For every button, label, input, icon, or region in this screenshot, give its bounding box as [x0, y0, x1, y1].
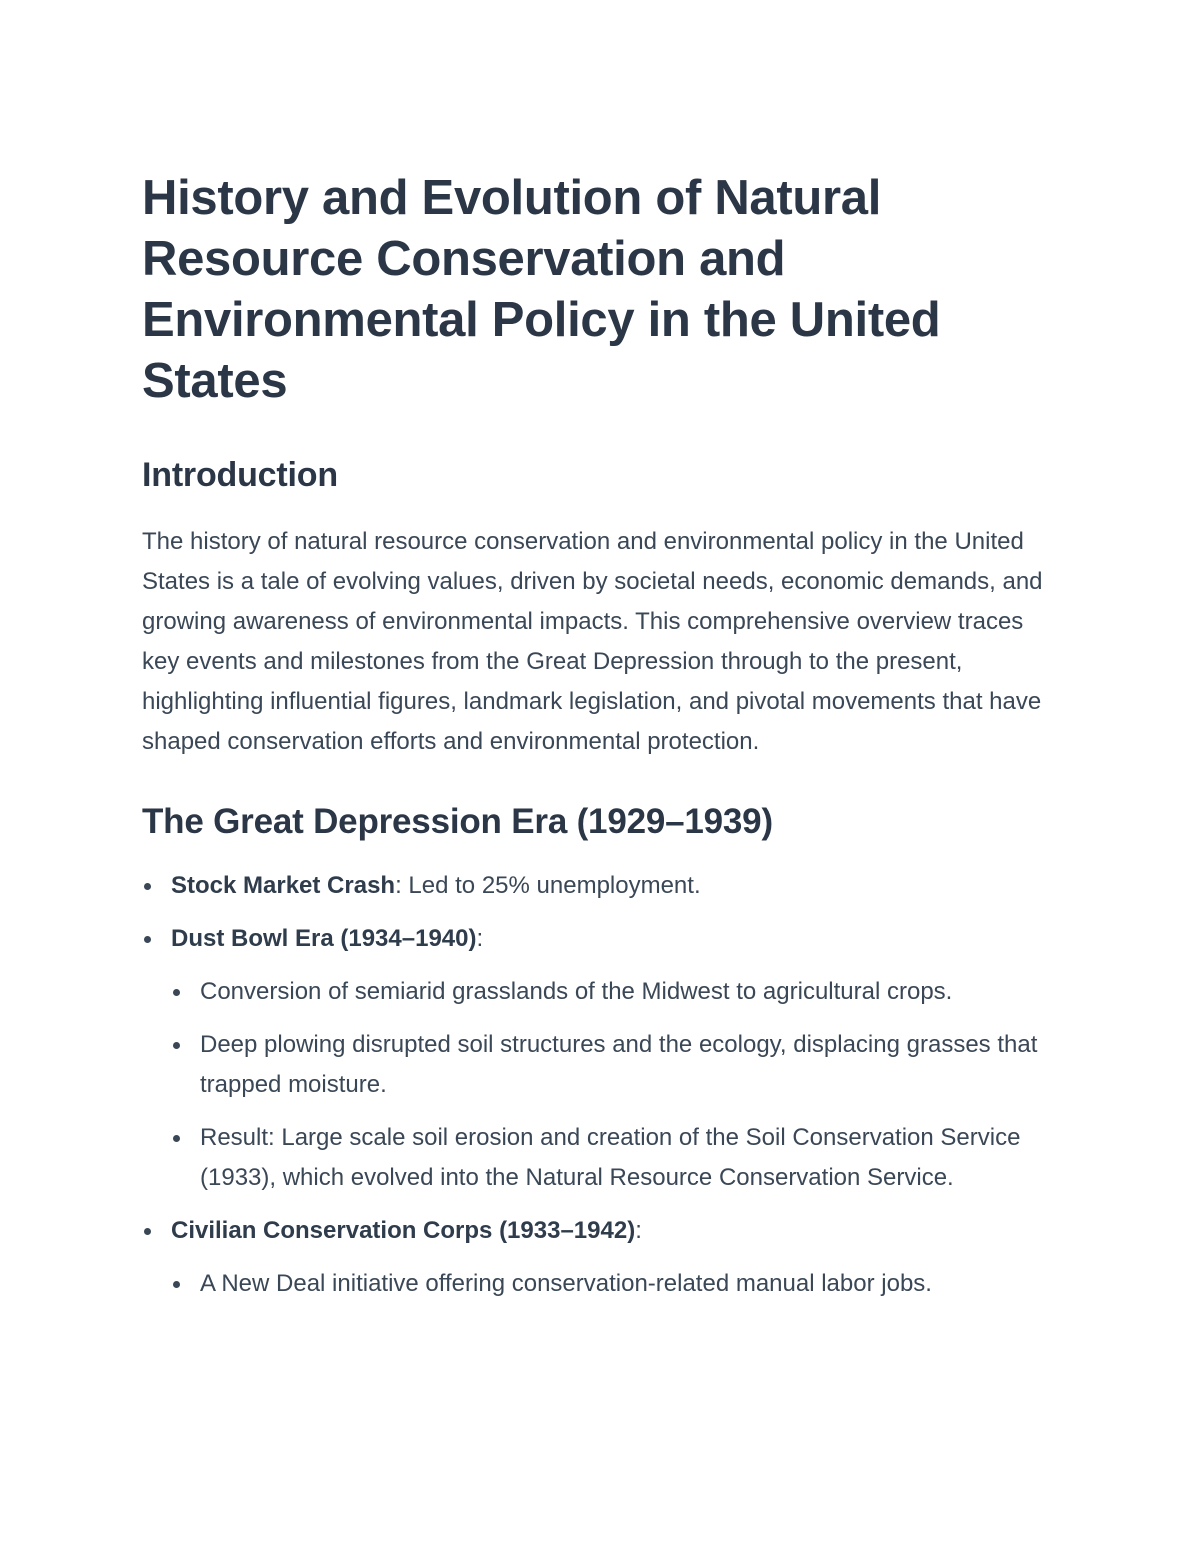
list-item: [142, 919, 1062, 1198]
document-page: [142, 168, 1062, 1317]
list-item-text: : Led to 25% unemployment.: [395, 872, 701, 899]
list-item: [142, 866, 1062, 906]
dust-bowl-sublist: [171, 972, 1062, 1198]
introduction-paragraph: The history of natural resource conservation and environmental policy in the United States is a tale of evolving values, driven by societal needs, economic demands, and growing awareness of environmental impacts. This comprehensive overview traces key events and milestones from the Great Depression through to the present, highlighting influential figures, landmark legislation, and pivotal movements that have shaped conservation efforts and environmental protection.: [142, 528, 1043, 755]
list-item-term: Dust Bowl Era (1934–1940): [171, 925, 477, 952]
ccc-sublist: [171, 1264, 1062, 1304]
document-title: History and Evolution of Natural Resource Conservation and Environmental Policy in the United States: [142, 171, 941, 408]
great-depression-list: [142, 866, 1062, 1304]
list-item-text: :: [476, 925, 484, 952]
list-item: [142, 1211, 1062, 1304]
list-item: A New Deal initiative offering conservation-related manual labor jobs.: [171, 1264, 1062, 1304]
list-item-term: Stock Market Crash: [171, 872, 396, 899]
list-item: Result: Large scale soil erosion and creation of the Soil Conservation Service (1933), which evolved into the Natural Resource Conservation Service.: [171, 1118, 1062, 1198]
introduction-heading: Introduction: [142, 456, 338, 494]
list-item-term: Civilian Conservation Corps (1933–1942): [171, 1217, 636, 1244]
list-item-text: :: [635, 1217, 642, 1244]
list-item: Deep plowing disrupted soil structures and the ecology, displacing grasses that trapped moisture.: [171, 1025, 1062, 1105]
great-depression-heading: The Great Depression Era (1929–1939): [142, 802, 773, 841]
list-item: Conversion of semiarid grasslands of the Midwest to agricultural crops.: [171, 972, 1062, 1012]
